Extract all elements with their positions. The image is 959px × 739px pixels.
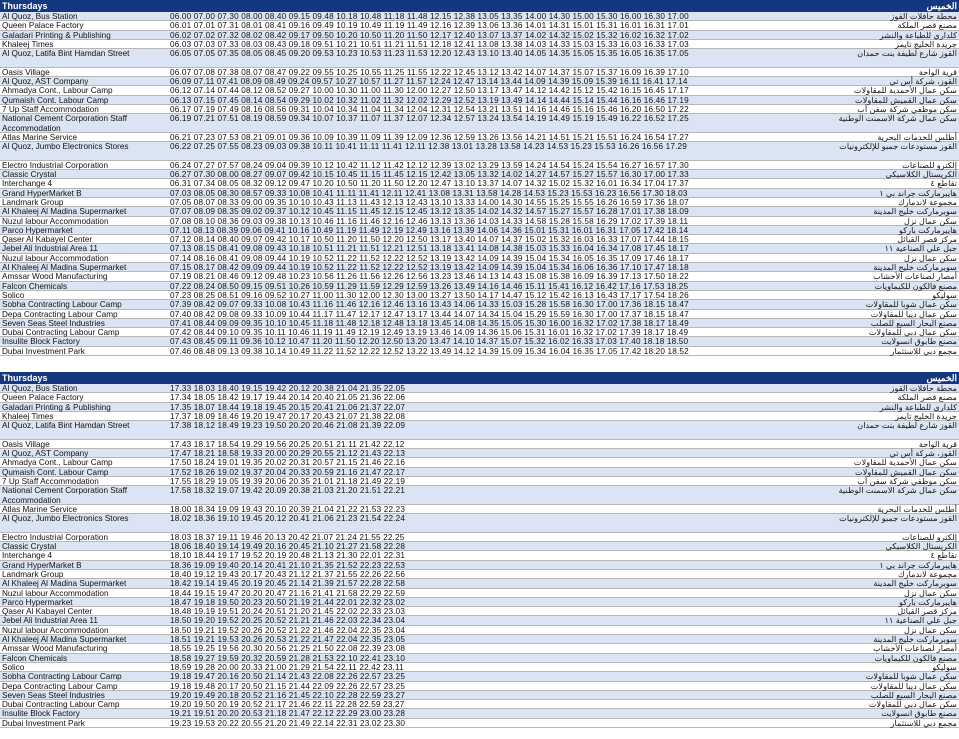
stop-name-ar: مصنع طابوق انسولايت: [881, 337, 957, 347]
stop-name-en: Khaleej Times: [2, 411, 54, 421]
stop-name-en: Solico: [2, 290, 25, 300]
table-row: [0, 161, 959, 170]
stop-name-en: Al Khaleej Al Madina Supermarket: [2, 207, 127, 217]
timetable-rows: [0, 12, 959, 356]
table-row: [0, 393, 959, 402]
stop-name-ar: تقاطع ٤: [930, 551, 957, 561]
stop-name-en: Jebel Ali Industrial Area 11: [2, 244, 98, 254]
departure-times: 06.03 07.03 07.33 08.03 08.43 09.18 09.51 10.21 10.51 11.21 11.51 12.18 12.41 13.08 13.38 14.03 14.33 15.03 15.33 16.03 16.33 17.03: [170, 39, 689, 49]
stop-name-ar: القوز مستودعات جمبو للإلكترونيات: [839, 514, 957, 524]
stop-name-ar: سكن عمال نزل: [904, 588, 957, 598]
departure-times: 07.08 08.10 08.36 09.03 09.38 10.13 10.46 11.16 11.46 12.16 12.46 13.13 13.36 14.03 14.33 14.58 15.28 15.58 16.29 17.02 17.39 18.11: [170, 216, 689, 226]
table-row: [0, 291, 959, 300]
stop-name-en: Al Khaleej Al Madina Supermarket: [2, 263, 127, 273]
stop-name-ar: الكريستال الكلاسيكي: [885, 542, 957, 552]
table-row: [0, 114, 959, 133]
stop-name-ar: مصنع قصر الملكة: [897, 21, 957, 31]
stop-name-en: Seven Seas Steel Industries: [2, 690, 105, 700]
stop-name-ar: سوبرماركت خليج المدينة: [873, 207, 957, 217]
table-row: [0, 412, 959, 421]
departure-times: 07.42 08.44 09.10 09.35 10.11 10.46 11.19 11.49 12.19 12.49 13.19 13.46 14.09 14.36 15.06 15.31 16.01 16.32 17.02 17.39 18.17 18.49: [170, 328, 689, 338]
table-row: [0, 542, 959, 551]
departure-times: 06.22 07.25 07.55 08.23 09.03 09.38 10.11 10.41 11.11 11.41 12.11 12.38 13.01 13.28 13.58 14.23 14.53 15.23 15.53 16.26 16.56 17.29: [170, 142, 687, 152]
section-header: [0, 0, 959, 12]
stop-name-en: Electro Industrial Corporation: [2, 532, 109, 542]
stop-name-en: Qaser Al Kabayel Center: [2, 235, 93, 245]
table-row: [0, 458, 959, 467]
timetable-section-morning: [0, 0, 959, 356]
departure-times: 06.27 07.30 08.00 08.27 09.07 09.42 10.15 10.45 11.15 11.45 12.15 12.42 13.05 13.32 14.02 14.27 14.57 15.27 15.57 16.30 17.00 17.33: [170, 170, 689, 180]
table-row: [0, 31, 959, 40]
departure-times: 07.19 08.21 08.46 09.12 09.48 10.23 10.56 11.26 11.56 12.26 12.56 13.23 13.46 14.13 14.43 15.08 15.38 16.09 16.39 17.13 17.50 18.22: [170, 272, 689, 282]
stop-name-en: Al Quoz, Jumbo Electronics Stores: [2, 514, 129, 524]
stop-name-en: Dubai Investment Park: [2, 718, 85, 728]
stop-name-en: Atlas Marine Service: [2, 504, 78, 514]
stop-name-ar: سكن عمال الأحمدية للمقاولات: [853, 86, 957, 96]
table-row: [0, 96, 959, 105]
stop-name-en: Khaleej Times: [2, 39, 54, 49]
table-row: [0, 384, 959, 393]
stop-name-ar: سكن عمال نزل: [904, 253, 957, 263]
table-row: [0, 663, 959, 672]
stop-name-en: Qaser Al Kabayel Center: [2, 607, 93, 617]
table-row: [0, 486, 959, 505]
stop-name-ar: سوبرماركت خليج المدينة: [873, 579, 957, 589]
stop-name-ar: كلداري للطباعة والنشر: [879, 402, 957, 412]
departure-times: 06.07 07.08 07.38 08.07 08.47 09.22 09.55 10.25 10.55 11.25 11.55 12.22 12.45 13.12 13.42 14.07 14.37 15.07 15.37 16.09 16.39 17.10: [170, 67, 689, 77]
stop-name-ar: أطلس للخدمات البحرية: [877, 504, 957, 514]
table-row: [0, 440, 959, 449]
stop-name-ar: إلكترو للصناعات: [902, 532, 957, 542]
stop-name-en: Nuzul labour Accommodation: [2, 588, 109, 598]
table-row: [0, 272, 959, 281]
departure-times: 19.18 19.48 20.17 20.50 21.15 21.44 22.09 22.26 22.57 23.25: [170, 681, 406, 691]
stop-name-ar: مجموعة لاندمارك: [897, 197, 957, 207]
section-header: [0, 372, 959, 384]
departure-times: 06.01 07.01 07.31 08.01 08.41 09.16 09.49 10.19 10.49 11.19 11.49 12.16 12.39 13.06 13.36 14.01 14.31 15.01 15.31 16.01 16.31 17.01: [170, 21, 689, 31]
departure-times: 06.02 07.02 07.32 08.02 08.42 09.17 09.50 10.20 10.50 11.20 11.50 12.17 12.40 13.07 13.37 14.02 14.32 15.02 15.32 16.02 16.32 17.02: [170, 30, 689, 40]
departure-times: 06.24 07.27 07.57 08.24 09.04 09.39 10.12 10.42 11.12 11.42 12.12 12.39 13.02 13.29 13.59 14.24 14.54 15.24 15.54 16.27 16.57 17.30: [170, 160, 689, 170]
departure-times: 07.12 08.14 08.40 09.07 09.42 10.17 10.50 11.20 11.50 12.20 12.50 13.17 13.40 14.07 14.37 15.02 15.32 16.03 16.33 17.07 17.44 18.15: [170, 235, 689, 245]
table-row: [0, 514, 959, 533]
stop-name-en: Grand HyperMarket B: [2, 188, 82, 198]
table-row: [0, 570, 959, 579]
stop-name-en: Galadari Printing & Publishing: [2, 402, 111, 412]
table-row: [0, 207, 959, 216]
table-row: [0, 347, 959, 356]
table-row: [0, 709, 959, 718]
table-row: [0, 282, 959, 291]
stop-name-en: Queen Palace Factory: [2, 21, 84, 31]
stop-name-en: Al Khaleej Al Madina Supermarket: [2, 635, 127, 645]
table-row: [0, 607, 959, 616]
stop-name-ar: سكن عمال شوبا للمقاولات: [865, 672, 957, 682]
stop-name-en: Atlas Marine Service: [2, 132, 78, 142]
table-row: [0, 68, 959, 77]
day-label-en: Thursdays: [2, 1, 48, 11]
stop-name-en: Qumaish Cont. Labour Camp: [2, 467, 109, 477]
departure-times: 18.55 19.25 19.56 20.30 20.56 21.25 21.50 22.08 22.39 23.08: [170, 644, 406, 654]
departure-times: 07.41 08.44 09.09 09.35 10.10 10.45 11.18 11.48 12.18 12.48 13.18 13.45 14.08 14.35 15.05 15.30 16.00 16.32 17.02 17.38 18.17 18.49: [170, 318, 689, 328]
departure-times: 18.03 18.37 19.11 19.46 20.13 20.42 21.07 21.24 21.55 22.25: [170, 532, 405, 542]
departure-times: 18.58 19.27 19.59 20.32 20.59 21.28 21.53 22.10 22.41 23.10: [170, 653, 406, 663]
stop-name-en: Nuzul labour Accommodation: [2, 253, 109, 263]
stop-name-ar: سكن عمال نزل: [904, 216, 957, 226]
stop-name-en: National Cement Corporation Staff Accommodation: [2, 114, 128, 133]
stop-name-en: Sobha Contracting Labour Camp: [2, 672, 122, 682]
stop-name-ar: مجمع دبي للاستثمار: [890, 346, 957, 356]
stop-name-en: Queen Palace Factory: [2, 393, 84, 403]
stop-name-en: Galadari Printing & Publishing: [2, 30, 111, 40]
stop-name-ar: سكن عمال القميش للمقاولات: [855, 95, 957, 105]
stop-name-en: Depa Contracting Labour Camp: [2, 681, 118, 691]
stop-name-en: Sobha Contracting Labour Camp: [2, 300, 122, 310]
stop-name-en: Jebel Ali Industrial Area 11: [2, 616, 98, 626]
stop-name-ar: قرية الواحة: [918, 439, 957, 449]
table-row: [0, 133, 959, 142]
table-row: [0, 505, 959, 514]
departure-times: 19.18 19.47 20.16 20.50 21.14 21.43 22.08 22.26 22.57 23.25: [170, 672, 406, 682]
table-row: [0, 328, 959, 337]
table-row: [0, 189, 959, 198]
table-row: [0, 477, 959, 486]
departure-times: 07.14 08.16 08.41 09.08 09.44 10.19 10.52 11.22 11.52 12.22 12.52 13.19 13.42 14.09 14.39 15.04 15.34 16.05 16.35 17.09 17.46 18.17: [170, 253, 689, 263]
departure-times: 17.58 18.32 19.07 19.42 20.09 20.38 21.03 21.20 21.51 22.21: [170, 486, 406, 496]
stop-name-en: Oasis Village: [2, 67, 50, 77]
stop-name-ar: سوليكو: [932, 662, 957, 672]
stop-name-ar: مصنع البحار السبع للصلب: [870, 690, 957, 700]
departure-times: 19.23 19.53 20.22 20.55 21.20 21.49 22.14 22.31 23.02 23.30: [170, 718, 406, 728]
stop-name-en: Interchange 4: [2, 551, 53, 561]
table-row: [0, 691, 959, 700]
departure-times: 06.09 07.11 07.41 08.09 08.49 09.24 09.57 10.27 10.57 11.27 11.57 12.24 12.47 13.14 13.44 14.09 14.39 15.09 15.39 16.11 16.41 17.14: [170, 77, 688, 87]
stop-name-ar: سوليكو: [932, 290, 957, 300]
table-row: [0, 337, 959, 346]
stop-name-ar: الكريستال الكلاسيكي: [885, 170, 957, 180]
stop-name-en: Nuzul labour Accommodation: [2, 625, 109, 635]
stop-name-ar: سكن موظفي شركة سفن أب: [857, 476, 957, 486]
departure-times: 19.20 19.49 20.18 20.52 21.16 21.45 22.10 22.28 22.59 23.27: [170, 690, 406, 700]
stop-name-ar: هايبرماركت باركو: [899, 225, 957, 235]
departure-times: 18.50 19.20 19.52 20.25 20.52 21.21 21.46 22.03 22.34 23.04: [170, 616, 406, 626]
stop-name-ar: جريدة الخليج تايمز: [895, 411, 957, 421]
departure-times: 07.15 08.17 08.42 09.09 09.44 10.19 10.52 11.22 11.52 12.22 12.52 13.19 13.42 14.09 14.39 15.04 15.34 16.06 16.36 17.10 17.47 18.18: [170, 263, 689, 273]
departure-times: 17.47 18.21 18.58 19.33 20.00 20.29 20.55 21.12 21.43 22.13: [170, 449, 406, 459]
departure-times: 18.40 19.12 19.43 20.17 20.43 21.12 21.37 21.55 22.26 22.56: [170, 569, 406, 579]
timetable-rows: [0, 384, 959, 728]
table-row: [0, 589, 959, 598]
departure-times: 18.51 19.21 19.53 20.26 20.53 21.22 21.47 22.04 22.35 23.05: [170, 635, 406, 645]
stop-name-en: Al Quoz, AST Company: [2, 449, 89, 459]
stop-name-en: Amssar Wood Manufacturing: [2, 644, 108, 654]
departure-times: 07.43 08.45 09.11 09.36 10.12 10.47 11.20 11.50 12.20 12.50 13.20 13.47 14.10 14.37 15.07 15.32 16.02 16.33 17.03 17.40 18.18 18.50: [170, 337, 689, 347]
stop-name-en: Dubai Contracting Labour Camp: [2, 328, 120, 338]
table-row: [0, 626, 959, 635]
departure-times: 07.23 08.25 08.51 09.16 09.52 10.27 11.00 11.30 12.00 12.30 13.00 13.27 13.50 14.17 14.47 15.12 15.42 16.13 16.43 17.17 17.54 18.26: [170, 290, 689, 300]
stop-name-en: Classic Crystal: [2, 170, 57, 180]
table-row: [0, 319, 959, 328]
departure-times: 17.38 18.12 18.49 19.23 19.50 20.20 20.46 21.08 21.39 22.09: [170, 421, 406, 431]
stop-name-en: Solico: [2, 662, 25, 672]
stop-name-en: Ahmadya Cont., Labour Camp: [2, 86, 113, 96]
stop-name-en: Electro Industrial Corporation: [2, 160, 109, 170]
stop-name-en: Al Quoz, AST Company: [2, 77, 89, 87]
timetable-section-evening: [0, 372, 959, 728]
departure-times: 06.17 07.19 07.49 08.16 08.56 09.31 10.04 10.34 11.04 11.34 12.04 12.31 12.54 13.21 13.51 14.16 14.46 15.16 15.46 16.20 16.50 17.22: [170, 104, 689, 114]
table-row: [0, 682, 959, 691]
table-row: [0, 217, 959, 226]
table-row: [0, 616, 959, 625]
departure-times: 07.07 08.09 08.35 09.02 09.37 10.12 10.45 11.15 11.45 12.15 12.45 13.12 13.35 14.02 14.32 14.57 15.27 15.57 16.28 17.01 17.38 18.09: [170, 207, 689, 217]
stop-name-ar: مركز قصر القبائل: [897, 235, 957, 245]
stop-name-en: Oasis Village: [2, 439, 50, 449]
departure-times: 17.55 18.29 19.05 19.39 20.06 20.35 21.01 21.18 21.49 22.19: [170, 476, 406, 486]
table-row: [0, 226, 959, 235]
stop-name-ar: سكن عمال دبي للمقاولات: [868, 700, 957, 710]
table-row: [0, 86, 959, 95]
stop-name-ar: القوز مستودعات جمبو للإلكترونيات: [839, 142, 957, 152]
departure-times: 18.59 19.28 20.00 20.33 21.00 21.29 21.54 22.11 22.42 23.11: [170, 662, 404, 672]
stop-name-ar: مصنع طابوق انسولايت: [881, 709, 957, 719]
stop-name-ar: سكن عمال ديبا للمقاولات: [870, 309, 957, 319]
table-row: [0, 105, 959, 114]
table-row: [0, 644, 959, 653]
table-row: [0, 40, 959, 49]
departure-times: 07.22 08.24 08.50 09.15 09.51 10.26 10.59 11.29 11.59 12.29 12.59 13.26 13.49 14.16 14.46 15.11 15.41 16.12 16.42 17.16 17.53 18.25: [170, 281, 689, 291]
departure-times: 06.00 07.00 07.30 08.00 08.40 09.15 09.48 10.18 10.48 11.18 11.48 12.15 12.38 13.05 13.35 14.00 14.30 15.00 15.30 16.00 16.30 17.00: [170, 12, 689, 21]
stop-name-ar: سوبرماركت خليج المدينة: [873, 263, 957, 273]
departure-times: 17.43 18.17 18.54 19.29 19.56 20.25 20.51 21.11 21.42 22.12: [170, 439, 405, 449]
table-row: [0, 263, 959, 272]
stop-name-ar: سكن عمال شوبا للمقاولات: [865, 300, 957, 310]
day-label-ar: الخميس: [926, 373, 957, 383]
departure-times: 18.10 18.44 19.17 19.52 20.19 20.48 21.13 21.30 22.01 22.31: [170, 551, 406, 561]
stop-name-en: Dubai Contracting Labour Camp: [2, 700, 120, 710]
stop-name-en: Al Khaleej Al Madina Supermarket: [2, 579, 127, 589]
table-row: [0, 77, 959, 86]
stop-name-ar: مصنع قصر الملكة: [897, 393, 957, 403]
stop-name-en: Insulite Block Factory: [2, 337, 80, 347]
stop-name-en: 7 Up Staff Accommodation: [2, 104, 99, 114]
stop-name-ar: مصنع البحار السبع للصلب: [870, 318, 957, 328]
stop-name-en: Depa Contracting Labour Camp: [2, 309, 118, 319]
stop-name-en: Dubai Investment Park: [2, 346, 85, 356]
stop-name-en: Al Quoz, Jumbo Electronics Stores: [2, 142, 129, 152]
stop-name-ar: محطة حافلات القوز: [890, 12, 957, 21]
table-row: [0, 198, 959, 207]
stop-name-en: Seven Seas Steel Industries: [2, 318, 105, 328]
table-row: [0, 254, 959, 263]
departure-times: 17.33 18.03 18.40 19.15 19.42 20.12 20.38 21.04 21.35 22.05: [170, 384, 406, 393]
table-row: [0, 142, 959, 161]
stop-name-ar: هايبرماركت باركو: [899, 597, 957, 607]
stop-name-ar: هايبرماركت جراند بي ١: [879, 560, 957, 570]
table-row: [0, 49, 959, 68]
stop-name-ar: سكن موظفي شركة سفن أب: [857, 104, 957, 114]
stop-name-en: Parco Hypermarket: [2, 597, 73, 607]
table-row: [0, 719, 959, 728]
stop-name-ar: سكن عمال شركة الاسمنت الوطنية: [838, 114, 957, 124]
stop-name-ar: هايبرماركت جراند بي ١: [879, 188, 957, 198]
departure-times: 07.40 08.42 09.08 09.33 10.09 10.44 11.17 11.47 12.17 12.47 13.17 13.44 14.07 14.34 15.04 15.29 15.59 16.30 17.00 17.37 18.15 18.47: [170, 309, 689, 319]
stop-name-ar: سكن عمال شركة الاسمنت الوطنية: [838, 486, 957, 496]
stop-name-ar: أمصار لصناعات الأخشاب: [873, 644, 957, 654]
stop-name-ar: تقاطع ٤: [930, 179, 957, 189]
table-row: [0, 598, 959, 607]
day-label-ar: الخميس: [926, 1, 957, 11]
departure-times: 18.02 18.36 19.10 19.45 20.12 20.41 21.06 21.23 21.54 22.24: [170, 514, 406, 524]
table-row: [0, 170, 959, 179]
departure-times: 06.12 07.14 07.44 08.12 08.52 09.27 10.00 10.30 11.00 11.30 12.00 12.27 12.50 13.17 13.47 14.12 14.42 15.12 15.42 16.15 16.45 17.17: [170, 86, 689, 96]
stop-name-en: Falcon Chemicals: [2, 281, 68, 291]
stop-name-ar: سكن عمال نزل: [904, 625, 957, 635]
stop-name-ar: القوز شارع لطيفة بنت حمدان: [857, 49, 957, 59]
table-row: [0, 179, 959, 188]
departure-times: 07.46 08.48 09.13 09.38 10.14 10.49 11.22 11.52 12.22 12.52 13.22 13.49 14.12 14.39 15.09 15.34 16.04 16.35 17.05 17.42 18.20 18.52: [170, 346, 689, 356]
stop-name-ar: القوز، شركة أس تي: [889, 449, 957, 459]
stop-name-en: Falcon Chemicals: [2, 653, 68, 663]
table-row: [0, 672, 959, 681]
table-row: [0, 12, 959, 21]
departure-times: 18.48 19.19 19.51 20.24 20.51 21.20 21.45 22.02 22.33 23.03: [170, 607, 406, 617]
departure-times: 19.20 19.50 20.19 20.52 21.17 21.46 22.11 22.28 22.59 23.27: [170, 700, 405, 710]
stop-name-ar: أطلس للخدمات البحرية: [877, 132, 957, 142]
departure-times: 18.06 18.40 19.14 19.49 20.16 20.45 21.10 21.27 21.58 22.28: [170, 542, 406, 552]
stop-name-ar: القوز شارع لطيفة بنت حمدان: [857, 421, 957, 431]
stop-name-ar: محطة حافلات القوز: [890, 384, 957, 393]
stop-name-en: Amssar Wood Manufacturing: [2, 272, 108, 282]
table-row: [0, 421, 959, 440]
stop-name-en: Qumaish Cont. Labour Camp: [2, 95, 109, 105]
stop-name-ar: سكن عمال القميش للمقاولات: [855, 467, 957, 477]
stop-name-ar: القوز، شركة أس تي: [889, 77, 957, 87]
stop-name-ar: جبل علي الصناعية ١١: [884, 244, 957, 254]
table-row: [0, 551, 959, 560]
departure-times: 07.11 08.13 08.39 09.06 09.41 10.16 10.49 11.19 11.49 12.19 12.49 13.16 13.39 14.06 14.36 15.01 15.31 16.01 16.31 17.05 17.42 18.14: [170, 225, 689, 235]
stop-name-en: Parco Hypermarket: [2, 225, 73, 235]
stop-name-en: Insulite Block Factory: [2, 709, 80, 719]
stop-name-ar: مصنع فالكون للكيماويات: [874, 281, 957, 291]
table-row: [0, 403, 959, 412]
table-row: [0, 700, 959, 709]
departure-times: 07.05 08.07 08.33 09.00 09.35 10.10 10.43 11.13 11.43 12.13 12.43 13.10 13.33 14.00 14.30 14.55 15.25 15.55 16.26 16.59 17.36 18.07: [170, 197, 689, 207]
table-row: [0, 310, 959, 319]
stop-name-ar: مصنع فالكون للكيماويات: [874, 653, 957, 663]
departure-times: 18.00 18.34 19.09 19.43 20.10 20.39 21.04 21.22 21.53 22.23: [170, 504, 406, 514]
departure-times: 06.13 07.15 07.45 08.14 08.54 09.29 10.02 10.32 11.02 11.32 12.02 12.29 12.52 13.19 13.49 14.14 14.44 15.14 15.44 16.16 16.46 17.19: [170, 95, 689, 105]
table-row: [0, 635, 959, 644]
table-row: [0, 654, 959, 663]
day-label-en: Thursdays: [2, 373, 48, 383]
table-row: [0, 579, 959, 588]
stop-name-ar: مجموعة لاندمارك: [897, 569, 957, 579]
departure-times: 17.35 18.07 18.44 19.18 19.45 20.15 20.41 21.06 21.37 22.07: [170, 402, 406, 412]
stop-name-ar: أمصار لصناعات الأخشاب: [873, 272, 957, 282]
departure-times: 17.50 18.24 19.01 19.35 20.02 20.31 20.57 21.15 21.46 22.16: [170, 458, 406, 468]
departure-times: 07.13 08.15 08.41 09.08 09.43 10.18 10.51 11.21 11.51 12.21 12.51 13.18 13.41 14.08 14.38 15.03 15.33 16.04 16.34 17.08 17.45 18.17: [170, 244, 689, 254]
stop-name-en: Classic Crystal: [2, 542, 57, 552]
stop-name-en: Landmark Group: [2, 569, 64, 579]
stop-name-ar: جريدة الخليج تايمز: [895, 39, 957, 49]
stop-name-ar: قرية الواحة: [918, 67, 957, 77]
stop-name-en: 7 Up Staff Accommodation: [2, 476, 99, 486]
departure-times: 06.31 07.34 08.05 08.32 09.12 09.47 10.20 10.50 11.20 11.50 12.20 12.47 13.10 13.37 14.07 14.32 15.02 15.32 16.01 16.34 17.04 17.37: [170, 179, 689, 189]
stop-name-en: Ahmadya Cont., Labour Camp: [2, 458, 113, 468]
stop-name-ar: سكن عمال ديبا للمقاولات: [870, 681, 957, 691]
stop-name-en: National Cement Corporation Staff Accommodation: [2, 486, 128, 505]
stop-name-ar: مركز قصر القبائل: [897, 607, 957, 617]
departure-times: 07.39 08.42 09.07 09.33 10.08 10.43 11.16 11.46 12.16 12.46 13.16 13.43 14.06 14.33 15.03 15.28 15.58 16.30 17.00 17.36 18.15 18.47: [170, 300, 689, 310]
departure-times: 07.03 08.05 08.30 08.57 09.33 10.08 10.41 11.11 11.41 12.11 12.41 13.08 13.31 13.58 14.28 14.53 15.23 15.53 16.23 16.56 17.30 18.03: [170, 188, 688, 198]
departure-times: 18.44 19.15 19.47 20.20 20.47 21.16 21.41 21.58 22.29 22.59: [170, 588, 406, 598]
departure-times: 19.21 19.51 20.20 20.53 21.18 21.47 22.12 22.29 23.00 23.28: [170, 709, 406, 719]
stop-name-ar: سوبرماركت خليج المدينة: [873, 635, 957, 645]
stop-name-ar: إلكترو للصناعات: [902, 160, 957, 170]
departure-times: 06.19 07.21 07.51 08.19 08.59 09.34 10.07 10.37 11.07 11.37 12.07 12.34 12.57 13.24 13.54 14.19 14.49 15.19 15.49 16.22 16.52 17.25: [170, 114, 689, 124]
departure-times: 17.37 18.09 18.46 19.20 19.47 20.17 20.43 21.07 21.38 22.08: [170, 411, 406, 421]
stop-name-en: Nuzul labour Accommodation: [2, 216, 109, 226]
stop-name-en: Interchange 4: [2, 179, 53, 189]
departure-times: 17.52 18.26 19.02 19.37 20.04 20.33 20.59 21.16 21.47 22.17: [170, 467, 406, 477]
table-row: [0, 468, 959, 477]
departure-times: 18.47 19.18 19.50 20.23 20.50 21.19 21.44 22.01 22.32 23.02: [170, 597, 406, 607]
stop-name-en: Landmark Group: [2, 197, 64, 207]
table-row: [0, 244, 959, 253]
table-row: [0, 533, 959, 542]
stop-name-en: Al Quoz, Latifa Bint Hamdan Street: [2, 421, 130, 431]
stop-name-en: Al Quoz, Bus Station: [2, 384, 78, 393]
table-row: [0, 21, 959, 30]
stop-name-en: Al Quoz, Bus Station: [2, 12, 78, 21]
stop-name-ar: مجمع دبي للاستثمار: [890, 718, 957, 728]
departure-times: 18.36 19.09 19.40 20.14 20.41 21.10 21.35 21.52 22.23 22.53: [170, 560, 406, 570]
stop-name-ar: سكن عمال الأحمدية للمقاولات: [853, 458, 957, 468]
departure-times: 18.42 19.14 19.45 20.19 20.45 21.14 21.39 21.57 22.28 22.58: [170, 579, 406, 589]
stop-name-en: Grand HyperMarket B: [2, 560, 82, 570]
table-row: [0, 300, 959, 309]
departure-times: 06.05 07.05 07.35 08.05 08.45 09.20 09.53 10.23 10.53 11.23 11.53 12.20 12.43 13.10 13.40 14.05 14.35 15.05 15.35 16.05 16.35 17.05: [170, 49, 689, 59]
departure-times: 17.34 18.05 18.42 19.17 19.44 20.14 20.40 21.05 21.36 22.06: [170, 393, 406, 403]
stop-name-ar: جبل علي الصناعية ١١: [884, 616, 957, 626]
stop-name-ar: كلداري للطباعة والنشر: [879, 30, 957, 40]
table-row: [0, 449, 959, 458]
stop-name-ar: سكن عمال دبي للمقاولات: [868, 328, 957, 338]
departure-times: 18.50 19.21 19.52 20.26 20.52 21.22 21.46 22.04 22.35 23.04: [170, 625, 406, 635]
departure-times: 06.21 07.23 07.53 08.21 09.01 09.36 10.09 10.39 11.09 11.39 12.09 12.36 12.59 13.26 13.56 14.21 14.51 15.21 15.51 16.24 16.54 17.27: [170, 132, 689, 142]
table-row: [0, 235, 959, 244]
stop-name-en: Al Quoz, Latifa Bint Hamdan Street: [2, 49, 130, 59]
table-row: [0, 561, 959, 570]
